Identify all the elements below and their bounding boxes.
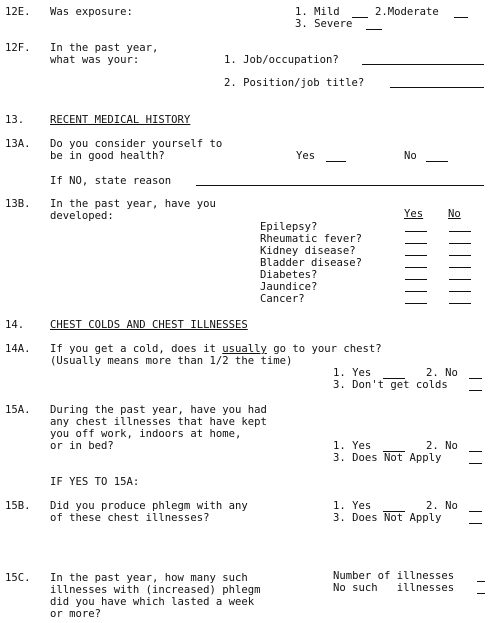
q14a-line1-pre: If you get a cold, does it (50, 343, 223, 355)
q13b-number: 13B. (5, 198, 31, 210)
q13b-yes-blank[interactable] (405, 279, 427, 280)
q13b-condition: Kidney disease? (260, 245, 356, 257)
q13a-line2: be in good health? (50, 150, 165, 162)
q13b-condition: Cancer? (260, 293, 305, 305)
q15a-line1: During the past year, have you had (50, 404, 267, 416)
q13b-yes-column-header: Yes (404, 208, 424, 220)
q13b-no-blank[interactable] (449, 255, 471, 256)
q15c-number-of-illnesses-label: Number of illnesses (333, 570, 455, 582)
q13b-no-blank[interactable] (449, 291, 471, 292)
q15a-line2: any chest illnesses that have kept (50, 416, 267, 428)
q12e-option-mild: 1. Mild (295, 6, 340, 18)
q15b-no-blank[interactable] (469, 502, 482, 512)
q13b-condition: Epilepsy? (260, 221, 318, 233)
q15c-line2: illnesses with (increased) phlegm (50, 584, 261, 596)
q13b-yes-blank[interactable] (405, 267, 427, 268)
q12f-line2: what was your: (50, 54, 140, 66)
q12f-position-line[interactable] (390, 87, 484, 88)
q15a-option-does-not-apply: 3. Does Not Apply (333, 452, 442, 464)
q15a-line3: you off work, indoors at home, (50, 428, 242, 440)
q15b-line1: Did you produce phlegm with any (50, 500, 248, 512)
if-yes-15a-instruction: IF YES TO 15A: (50, 476, 140, 488)
q12e-number: 12E. (5, 6, 31, 18)
q13b-yes-blank[interactable] (405, 303, 427, 304)
q13b-no-column-header: No (448, 208, 461, 220)
q13a-if-no-label: If NO, state reason (50, 175, 172, 187)
q13b-line1: In the past year, have you (50, 198, 216, 210)
q15b-option-does-not-apply: 3. Does Not Apply (333, 512, 442, 524)
q14a-dont-get-colds-blank[interactable] (469, 381, 482, 391)
q13b-no-blank[interactable] (449, 243, 471, 244)
q15c-number-of-illnesses-blank[interactable] (477, 572, 485, 582)
q15b-option-yes: 1. Yes (333, 500, 372, 512)
q13b-yes-blank[interactable] (405, 255, 427, 256)
q13b-no-blank[interactable] (449, 267, 471, 268)
q15a-does-not-apply-blank[interactable] (469, 454, 482, 464)
q13b-line2: developed: (50, 210, 114, 222)
q12f-number: 12F. (5, 42, 31, 54)
q15b-line2: of these chest illnesses? (50, 512, 210, 524)
q13b-no-blank[interactable] (449, 303, 471, 304)
q12f-position-label: 2. Position/job title? (224, 77, 365, 89)
q13b-no-blank[interactable] (449, 231, 471, 232)
q14a-number: 14A. (5, 343, 31, 355)
q14a-option-dont-get-colds: 3. Don't get colds (333, 379, 448, 391)
section13-number: 13. (5, 114, 25, 126)
q13b-condition: Bladder disease? (260, 257, 363, 269)
q12e-moderate-blank[interactable] (454, 8, 468, 18)
q12e-option-moderate: 2.Moderate (375, 6, 439, 18)
section14-title: CHEST COLDS AND CHEST ILLNESSES (50, 319, 248, 331)
q15c-no-such-illnesses-blank[interactable] (477, 584, 485, 594)
q13b-condition: Rheumatic fever? (260, 233, 363, 245)
q15a-option-no: 2. No (426, 440, 458, 452)
q13b-yes-blank[interactable] (405, 231, 427, 232)
q15a-no-blank[interactable] (469, 442, 482, 452)
q12f-job-occupation-line[interactable] (362, 64, 484, 65)
q12e-option-severe: 3. Severe (295, 18, 353, 30)
q13b-condition: Jaundice? (260, 281, 318, 293)
q12e-question: Was exposure: (50, 6, 133, 18)
q13b-yes-blank[interactable] (405, 243, 427, 244)
q13a-number: 13A. (5, 138, 31, 150)
q13a-yes-label: Yes (296, 150, 316, 162)
section14-number: 14. (5, 319, 25, 331)
q14a-yes-blank[interactable] (383, 369, 405, 379)
q14a-option-yes: 1. Yes (333, 367, 372, 379)
q15b-yes-blank[interactable] (383, 502, 405, 512)
q14a-option-no: 2. No (426, 367, 458, 379)
q15c-line1: In the past year, how many such (50, 572, 248, 584)
q15b-number: 15B. (5, 500, 31, 512)
q12f-line1: In the past year, (50, 42, 159, 54)
q13b-condition: Diabetes? (260, 269, 318, 281)
q12f-job-occupation-label: 1. Job/occupation? (224, 54, 339, 66)
q14a-line1 (50, 343, 382, 355)
q15c-line4: or more? (50, 608, 102, 620)
q15b-option-no: 2. No (426, 500, 458, 512)
q13b-yes-blank[interactable] (405, 291, 427, 292)
q15a-line4: or in bed? (50, 440, 114, 452)
q13a-no-blank[interactable] (426, 152, 448, 162)
q15b-does-not-apply-blank[interactable] (469, 514, 482, 524)
q12e-severe-blank[interactable] (366, 20, 382, 30)
q14a-line1-post: go to your chest? (266, 343, 382, 355)
q14a-no-blank[interactable] (469, 369, 482, 379)
q13a-line1: Do you consider yourself to (50, 138, 223, 150)
q15c-line3: did you have which lasted a week (50, 596, 255, 608)
q13a-yes-blank[interactable] (326, 152, 346, 162)
q12e-mild-blank[interactable] (352, 8, 368, 18)
q13a-reason-line[interactable] (196, 185, 484, 186)
q14a-line2: (Usually means more than 1/2 the time) (50, 355, 293, 367)
q15a-yes-blank[interactable] (383, 442, 405, 452)
q14a-line1-emphasis: usually (222, 343, 267, 355)
q13a-no-label: No (404, 150, 417, 162)
section13-title: RECENT MEDICAL HISTORY (50, 114, 191, 126)
q15c-number: 15C. (5, 572, 31, 584)
q15a-number: 15A. (5, 404, 31, 416)
q15a-option-yes: 1. Yes (333, 440, 372, 452)
q15c-no-such-illnesses-label: No such illnesses (333, 582, 455, 594)
q13b-no-blank[interactable] (449, 279, 471, 280)
